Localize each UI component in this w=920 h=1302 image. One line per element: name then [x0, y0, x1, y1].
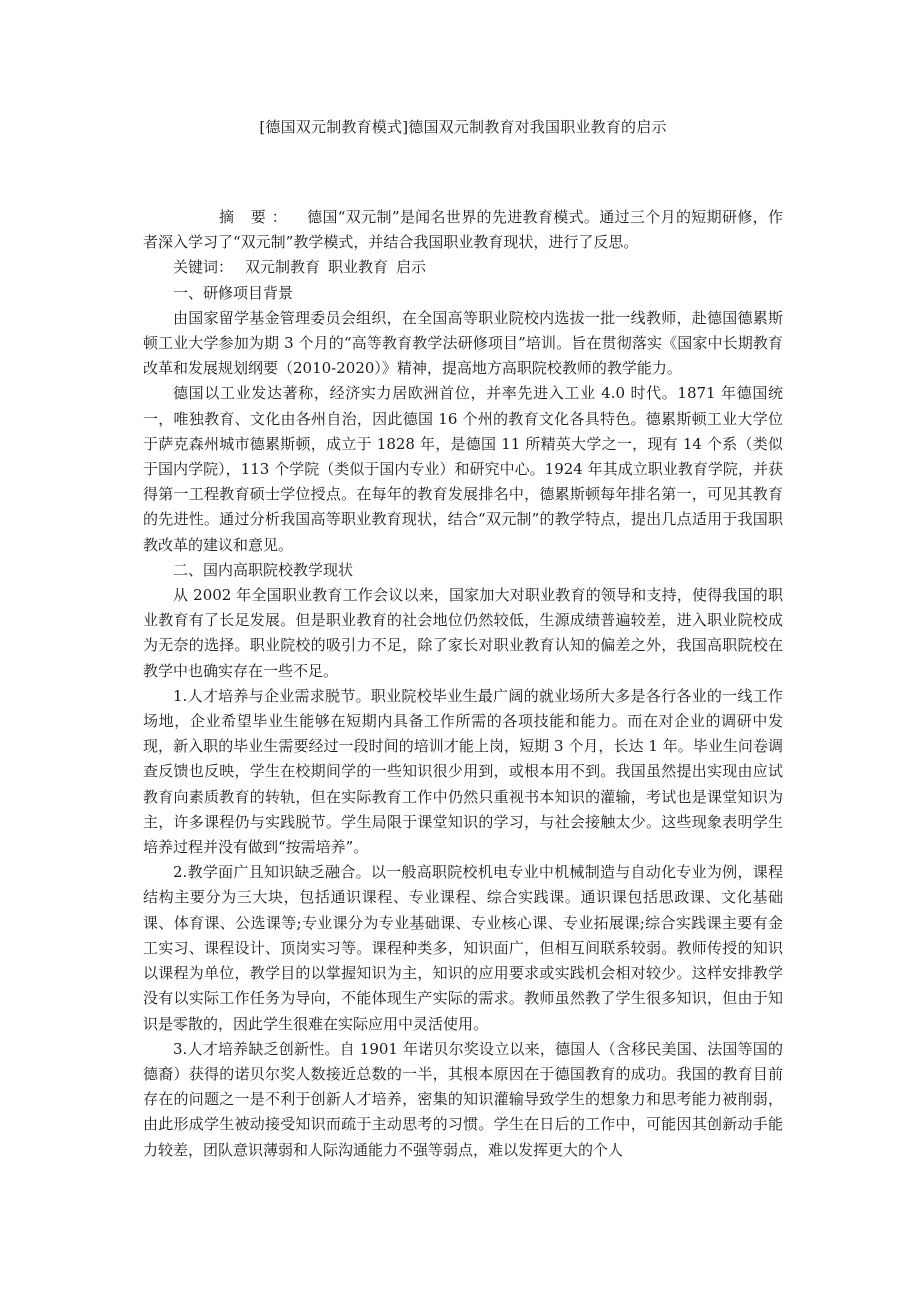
body-paragraph: 1.人才培养与企业需求脱节。职业院校毕业生最广阔的就业场所大多是各行各业的一线工作场地，企业希望毕业生能够在短期内具备工作所需的各项技能和能力。而在对企业的调研中发现，新入职的毕业生需要经过一段时间的培训才能上岗，短期 3 个月，长达 1 年。毕业生问卷调查反馈也反映，学生在校期间学的一些知识很少用到，或根本用不到。我国虽然提出实现由应试教育向素质教育的转轨，但在实际教育工作中仍然只重视书本知识的灌输，考试也是课堂知识为主，许多课程仍与实践脱节。学生局限于课堂知识的学习，与社会接触太少。这些现象表明学生培养过程并没有做到“按需培养”。 [143, 686, 783, 857]
keyword: 双元制教育 [245, 258, 321, 277]
document-title: [德国双元制教育模式]德国双元制教育对我国职业教育的启示 [259, 118, 667, 136]
body-paragraph: 由国家留学基金管理委员会组织，在全国高等职业院校内选拔一批一线教师，赴德国德累斯顿工业大学参加为期 3 个月的“高等教育教学法研修项目”培训。旨在贯彻落实《国家中长期教育改革和发展规划纲要（2010-2020）》精神，提高地方高职院校教师的教学能力。 [143, 308, 783, 378]
document-body [143, 205, 783, 1163]
keyword: 启示 [396, 258, 427, 277]
body-paragraph: 从 2002 年全国职业教育工作会议以来，国家加大对职业教育的领导和支持，使得我国的职业教育有了长足发展。但是职业教育的社会地位仍然较低，生源成绩普遍较差，进入职业院校成为无奈的选择。职业院校的吸引力不足，除了家长对职业教育认知的偏差之外，我国高职院校在教学中也确实存在一些不足。 [143, 586, 783, 680]
body-paragraph: 3.人才培养缺乏创新性。自 1901 年诺贝尔奖设立以来，德国人（含移民美国、法国等国的德裔）获得的诺贝尔奖人数接近总数的一半，其根本原因在于德国教育的成功。我国的教育目前存在的问题之一是不利于创新人才培养，密集的知识灌输导致学生的想象力和思考能力被削弱，由此形成学生被动接受知识而疏于主动思考的习惯。学生在日后的工作中，可能因其创新动手能力较差，团队意识薄弱和人际沟通能力不强等弱点，难以发挥更大的个人 [143, 1039, 783, 1159]
keywords-paragraph [143, 255, 783, 280]
body-paragraph: 2.教学面广且知识缺乏融合。以一般高职院校机电专业中机械制造与自动化专业为例，课程结构主要分为三大块，包括通识课程、专业课程、综合实践课。通识课包括思政课、文化基础课、体育课、公选课等;专业课分为专业基础课、专业核心课、专业拓展课;综合实践课主要有金工实习、课程设计、顶岗实习等。课程种类多，知识面广，但相互间联系较弱。教师传授的知识以课程为单位，教学目的以掌握知识为主，知识的应用要求或实践机会相对较少。这样安排教学没有以实际工作任务为导向，不能体现生产实际的需求。教师虽然教了学生很多知识，但由于知识是零散的，因此学生很难在实际应用中灵活使用。 [143, 863, 783, 1033]
abstract-text: 德国“双元制”是闻名世界的先进教育模式。通过三个月的短期研修，作者深入学习了“双元制”教学模式，并结合我国职业教育现状，进行了反思。 [143, 208, 783, 252]
abstract-label: 摘 要： [219, 208, 293, 226]
section-heading-2: 二、国内高职院校教学现状 [173, 560, 354, 579]
section-heading-1: 一、研修项目背景 [173, 283, 294, 302]
abstract-paragraph [143, 205, 783, 255]
keywords-label: 关键词： [173, 258, 234, 277]
body-paragraph: 德国以工业发达著称，经济实力居欧洲首位，并率先进入工业 4.0 时代。1871 年德国统一，唯独教育、文化由各州自治，因此德国 16 个州的教育文化各具特色。德累斯顿工业大学位于萨克森州城市德累斯顿，成立于 1828 年，是德国 11 所精英大学之一，现有 14 个系（类似于国内学院），113 个学院（类似于国内专业）和研究中心。1924 年其成立职业教育学院，并获得第一工程教育硕士学位授点。在每年的教育发展排名中，德累斯顿每年排名第一，可见其教育的先进性。通过分析我国高等职业教育现状，结合“双元制”的教学特点，提出几点适用于我国职教改革的建议和意见。 [143, 384, 783, 554]
keyword: 职业教育 [328, 258, 389, 277]
